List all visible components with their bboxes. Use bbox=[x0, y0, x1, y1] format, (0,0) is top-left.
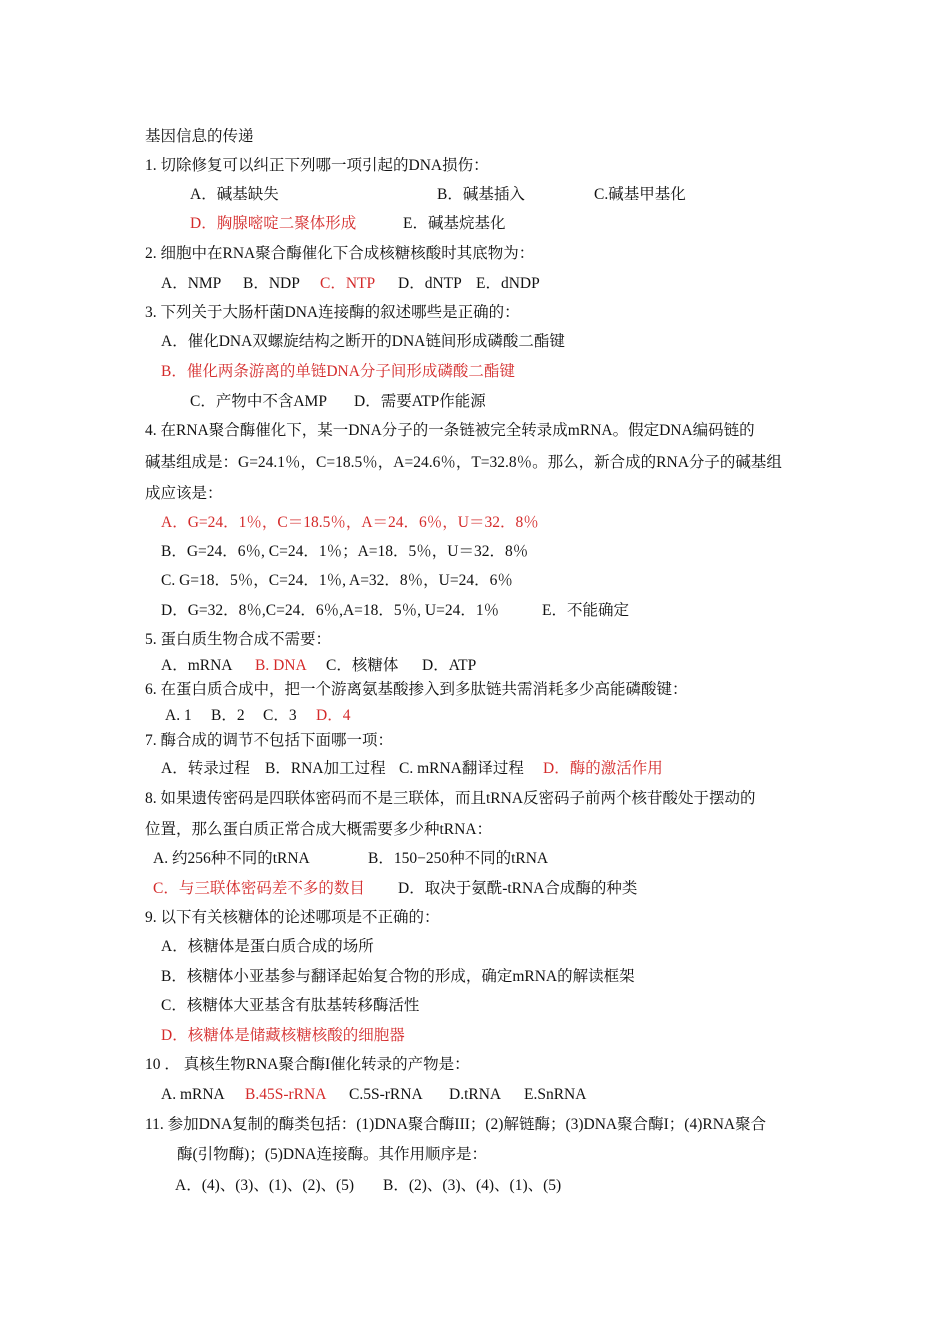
q6-option-b: B．2 bbox=[211, 707, 245, 724]
q5-option-a: A．mRNA bbox=[161, 657, 233, 674]
q1-option-c: C.碱基甲基化 bbox=[594, 186, 686, 203]
q9-option-b: B．核糖体小亚基参与翻译起始复合物的形成，确定mRNA的解读框架 bbox=[161, 968, 635, 985]
q4-option-c: C. G=18．5％，C=24．1％, A=32．8％，U=24．6％ bbox=[161, 572, 513, 589]
q6-option-c: C．3 bbox=[263, 707, 297, 724]
q5-stem: 5. 蛋白质生物合成不需要： bbox=[145, 631, 332, 648]
q9-stem: 9. 以下有关核糖体的论述哪项是不正确的： bbox=[145, 909, 440, 926]
q7-option-d-answer: D．酶的激活作用 bbox=[543, 760, 663, 777]
q4-option-d: D．G=32．8％,C=24．6％,A=18．5％, U=24．1％ bbox=[161, 602, 500, 619]
q3-stem: 3. 下列关于大肠杆菌DNA连接酶的叙述哪些是正确的： bbox=[145, 304, 520, 321]
q7-option-c: C. mRNA翻译过程 bbox=[399, 760, 524, 777]
q2-option-e: E．dNDP bbox=[476, 275, 540, 292]
q9-option-d-answer: D．核糖体是储藏核糖核酸的细胞器 bbox=[161, 1027, 405, 1044]
q1-option-d-answer: D．胸腺嘧啶二聚体形成 bbox=[190, 215, 357, 232]
q3-option-b-answer: B．催化两条游离的单链DNA分子间形成磷酸二酯键 bbox=[161, 363, 515, 380]
q11-stem-line2: 酶(引物酶)；(5)DNA连接酶。其作用顺序是： bbox=[177, 1146, 487, 1163]
q5-option-b-answer: B. DNA bbox=[255, 657, 307, 674]
q4-stem-line3: 成应该是： bbox=[145, 485, 223, 502]
q6-option-a: A. 1 bbox=[165, 707, 192, 724]
q1-option-a: A．碱基缺失 bbox=[190, 186, 279, 203]
q10-stem: 10 ． 真核生物RNA聚合酶I催化转录的产物是： bbox=[145, 1056, 470, 1073]
q8-option-b: B．150−250种不同的tRNA bbox=[368, 850, 549, 867]
document-title: 基因信息的传递 bbox=[145, 128, 254, 145]
q1-stem: 1. 切除修复可以纠正下列哪一项引起的DNA损伤： bbox=[145, 157, 489, 174]
q8-stem-line1: 8. 如果遗传密码是四联体密码而不是三联体，而且tRNA反密码子前两个核苷酸处于摆动的 bbox=[145, 790, 756, 807]
q9-option-a: A．核糖体是蛋白质合成的场所 bbox=[161, 938, 374, 955]
q10-option-a: A. mRNA bbox=[161, 1086, 225, 1103]
q1-option-b: B．碱基插入 bbox=[437, 186, 525, 203]
q2-option-d: D．dNTP bbox=[398, 275, 462, 292]
q10-option-b-answer: B.45S-rRNA bbox=[245, 1086, 327, 1103]
q4-stem-line1: 4. 在RNA聚合酶催化下，某一DNA分子的一条链被完全转录成mRNA。假定DNA编码链的 bbox=[145, 422, 755, 439]
q4-option-b: B．G=24．6％, C=24．1％；A=18．5％，U＝32．8％ bbox=[161, 543, 529, 560]
q3-option-c: C．产物中不含AMP bbox=[190, 393, 327, 410]
q8-option-a: A. 约256种不同的tRNA bbox=[153, 850, 310, 867]
q10-option-d: D.tRNA bbox=[449, 1086, 502, 1103]
q6-stem: 6. 在蛋白质合成中，把一个游离氨基酸掺入到多肽链共需消耗多少高能磷酸键： bbox=[145, 681, 688, 698]
q2-option-b: B．NDP bbox=[243, 275, 300, 292]
q4-option-a-answer: A．G=24．1％，C＝18.5％，A＝24．6％，U＝32．8％ bbox=[161, 514, 539, 531]
q2-stem: 2. 细胞中在RNA聚合酶催化下合成核糖核酸时其底物为： bbox=[145, 245, 535, 262]
q11-stem-line1: 11. 参加DNA复制的酶类包括：(1)DNA聚合酶III；(2)解链酶；(3)DNA聚合酶I；(4)RNA聚合 bbox=[145, 1116, 767, 1133]
q9-option-c: C．核糖体大亚基含有肽基转移酶活性 bbox=[161, 997, 420, 1014]
q10-option-c: C.5S-rRNA bbox=[349, 1086, 423, 1103]
q2-option-a: A．NMP bbox=[161, 275, 222, 292]
q8-stem-line2: 位置，那么蛋白质正常合成大概需要多少种tRNA： bbox=[145, 821, 493, 838]
q3-option-a: A．催化DNA双螺旋结构之断开的DNA链间形成磷酸二酯键 bbox=[161, 333, 565, 350]
q8-option-d: D．取决于氨酰-tRNA合成酶的种类 bbox=[398, 880, 638, 897]
q5-option-c: C．核糖体 bbox=[326, 657, 399, 674]
q5-option-d: D．ATP bbox=[422, 657, 477, 674]
q11-option-b: B．(2)、(3)、(4)、(1)、(5) bbox=[383, 1177, 562, 1194]
q7-option-a: A．转录过程 bbox=[161, 760, 250, 777]
q6-option-d-answer: D．4 bbox=[316, 707, 351, 724]
q11-option-a: A．(4)、(3)、(1)、(2)、(5) bbox=[175, 1177, 355, 1194]
q1-option-e: E．碱基烷基化 bbox=[403, 215, 506, 232]
q10-option-e: E.SnRNA bbox=[524, 1086, 587, 1103]
q3-option-d: D．需要ATP作能源 bbox=[354, 393, 486, 410]
q2-option-c-answer: C．NTP bbox=[320, 275, 376, 292]
q4-stem-line2: 碱基组成是：G=24.1％，C=18.5％，A=24.6％，T=32.8％。那么，新合成的RNA分子的碱基组 bbox=[145, 454, 782, 471]
q7-stem: 7. 酶合成的调节不包括下面哪一项： bbox=[145, 732, 394, 749]
q7-option-b: B．RNA加工过程 bbox=[265, 760, 386, 777]
q8-option-c-answer: C．与三联体密码差不多的数目 bbox=[153, 880, 365, 897]
q4-option-e: E．不能确定 bbox=[542, 602, 629, 619]
